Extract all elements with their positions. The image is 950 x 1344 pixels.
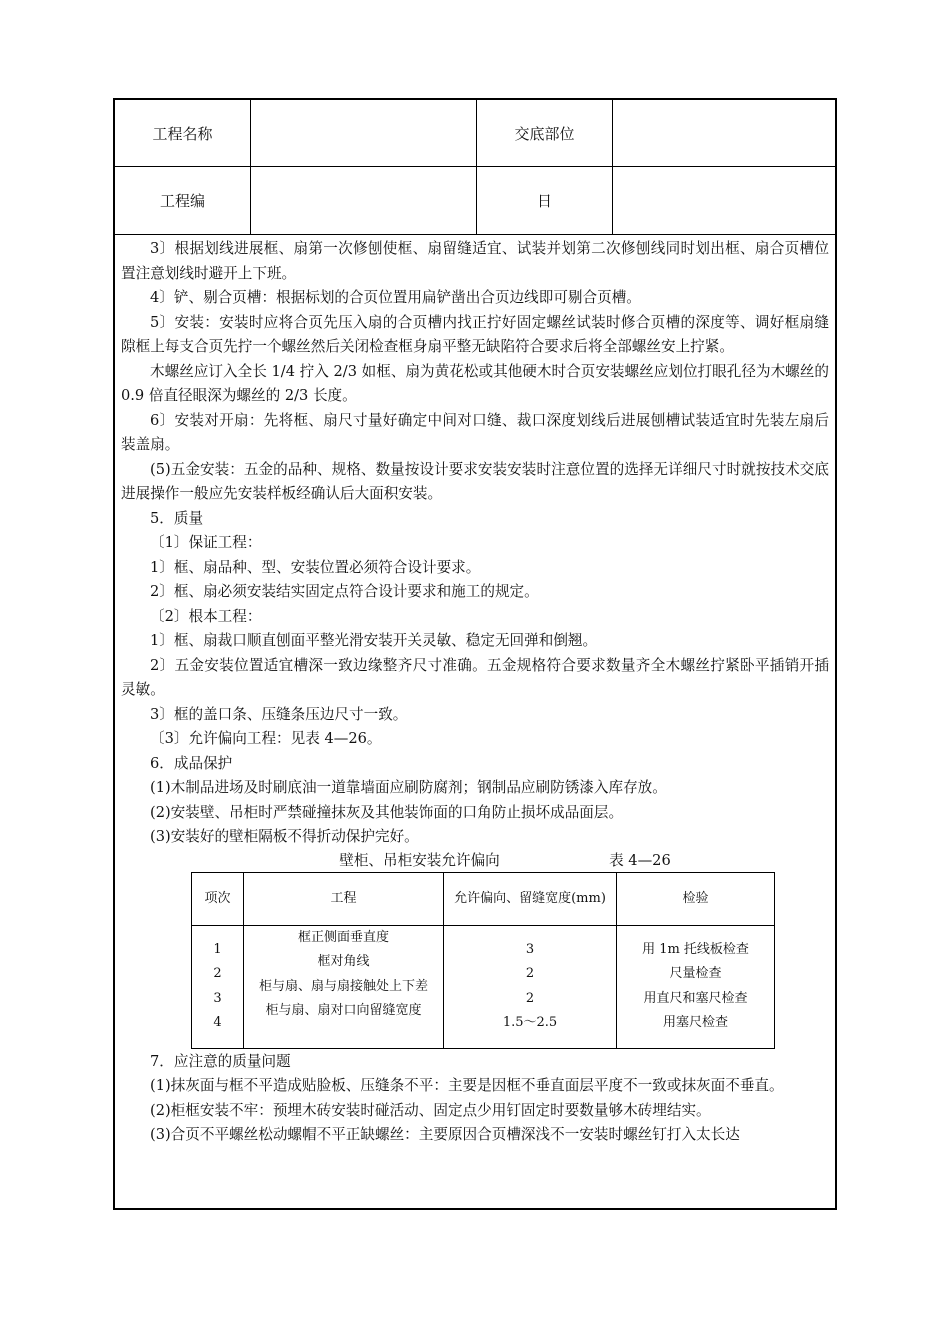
paragraph: (1)抹灰面与框不平造成贴脸板、压缝条不平：主要是因框不垂直面层平度不一致或抹灰面不垂直。: [150, 1077, 784, 1094]
table-cell: 框正侧面垂直度: [297, 929, 389, 945]
table-cell: 尺量检查: [669, 966, 722, 981]
table-header-cell: 检验: [682, 890, 709, 906]
table-cell: 2: [525, 966, 535, 981]
paragraph: (1)木制品进场及时刷底油一道靠墙面应刷防腐剂；钢制品应刷防锈漆入库存放。: [150, 779, 667, 796]
table-header-cell: 工程: [244, 873, 444, 925]
paragraph: 3〕根据划线进展框、扇第一次修刨使框、扇留缝适宜、试装并划第二次修刨线同时划出框、扇合页槽位置注意划线时避开上下班。: [121, 240, 829, 282]
handover-part-value[interactable]: [613, 100, 835, 166]
table-cell: 2: [525, 990, 535, 1006]
table-cell: 1: [213, 941, 222, 957]
paragraph: 6〕安装对开扇：先将框、扇尺寸量好确定中间对口缝、裁口深度划线后进展刨槽试装适宜时先装左扇后装盖扇。: [121, 411, 829, 453]
date-label: 日: [477, 167, 613, 234]
paragraph: 1〕框、扇品种、型、安装位置必须符合设计要求。: [150, 558, 481, 576]
paragraph: 1〕框、扇裁口顺直刨面平整光滑安装开关灵敏、稳定无回弹和倒翘。: [150, 632, 598, 649]
table-cell: 用塞尺检查: [662, 1015, 728, 1030]
table-col-check: [617, 925, 774, 1048]
paragraph: 〔1〕保证工程：: [150, 534, 262, 551]
handover-content: [115, 235, 835, 1148]
table-cell: 用直尺和塞尺检查: [643, 990, 748, 1006]
table-wrapper: [121, 872, 829, 1050]
paragraph: (2)柜框安装不牢：预埋木砖安装时碰活动、固定点少用钉固定时要数量够木砖埋结实。: [150, 1101, 711, 1119]
header-row-1: [115, 100, 835, 167]
paragraph: 2〕框、扇必须安装结实固定点符合设计要求和施工的规定。: [150, 583, 539, 600]
paragraph: 〔3〕允许偏向工程：见表 4—26。: [150, 730, 382, 747]
project-no-value[interactable]: [251, 167, 477, 234]
project-name-label: 工程名称: [115, 100, 251, 166]
table-cell: 3: [525, 941, 535, 957]
paragraph: (3)安装好的壁柜隔板不得折动保护完好。: [150, 828, 419, 845]
table-number: 表 4—26: [609, 851, 671, 869]
paragraph: 木螺丝应订入全长 1/4 拧入 2/3 如框、扇为黄花松或其他硬木时合页安装螺丝应划位打眼孔径为木螺丝的 0.9 倍直径眼深为螺丝的 2/3 长度。: [121, 362, 829, 404]
table-cell: 用 1m 托线板检查: [642, 941, 749, 957]
table-header-cell: 允许偏向、留缝宽度(mm): [444, 873, 617, 925]
paragraph: 2〕五金安装位置适宜槽深一致边缘整齐尺寸准确。五金规格符合要求数量齐全木螺丝拧紧卧平插销开插灵敏。: [121, 656, 829, 698]
table-col-no: [192, 925, 244, 1048]
section-heading: 6．成品保护: [150, 754, 233, 772]
handover-part-label: 交底部位: [477, 100, 613, 166]
table-caption: [121, 850, 829, 872]
paragraph: (3)合页不平螺丝松动螺帽不平正缺螺丝：主要原因合页槽深浅不一安装时螺丝钉打入太长达: [150, 1126, 740, 1143]
table-col-item: [244, 925, 444, 1048]
table-cell: 2: [213, 966, 222, 981]
paragraph: (5)五金安装：五金的品种、规格、数量按设计要求安装安装时注意位置的选择无详细尺寸时就按技术交底进展操作一般应先安装样板经确认后大面积安装。: [121, 460, 829, 502]
table-cell: 3: [213, 990, 222, 1006]
project-no-label: 工程编: [115, 167, 251, 234]
deviation-table: [191, 872, 775, 1049]
section-heading: 5．质量: [150, 509, 204, 527]
date-value[interactable]: [613, 167, 835, 234]
table-cell: 柜与扇、扇对口向留缝宽度: [265, 1003, 422, 1018]
handover-form: [113, 98, 837, 1210]
paragraph: 4〕铲、剔合页槽：根据标划的合页位置用扁铲凿出合页边线即可剔合页槽。: [150, 289, 641, 306]
section-heading: 7．应注意的质量问题: [150, 1052, 291, 1070]
project-name-value[interactable]: [251, 100, 477, 166]
header-row-2: [115, 167, 835, 235]
table-cell: 柜与扇、扇与扇接触处上下差: [258, 978, 428, 994]
table-cell: 1.5～2.5: [502, 1015, 558, 1030]
table-cell: 4: [213, 1015, 222, 1030]
paragraph: 〔2〕根本工程：: [150, 607, 262, 625]
paragraph: 3〕框的盖口条、压缝条压边尺寸一致。: [150, 705, 408, 723]
table-col-value: [444, 925, 617, 1048]
table-header-cell: 项次: [192, 873, 244, 925]
paragraph: 5〕安装：安装时应将合页先压入扇的合页槽内找正拧好固定螺丝试装时修合页槽的深度等、调好框扇缝隙框上每支合页先拧一个螺丝然后关闭检查框身扇平整无缺陷符合要求后将全部螺丝安上拧紧。: [121, 313, 829, 355]
table-title: 壁柜、吊柜安装允许偏向: [339, 851, 500, 869]
paragraph: (2)安装壁、吊柜时严禁碰撞抹灰及其他装饰面的口角防止损坏成品面层。: [150, 803, 624, 821]
table-cell: 框对角线: [317, 954, 370, 969]
